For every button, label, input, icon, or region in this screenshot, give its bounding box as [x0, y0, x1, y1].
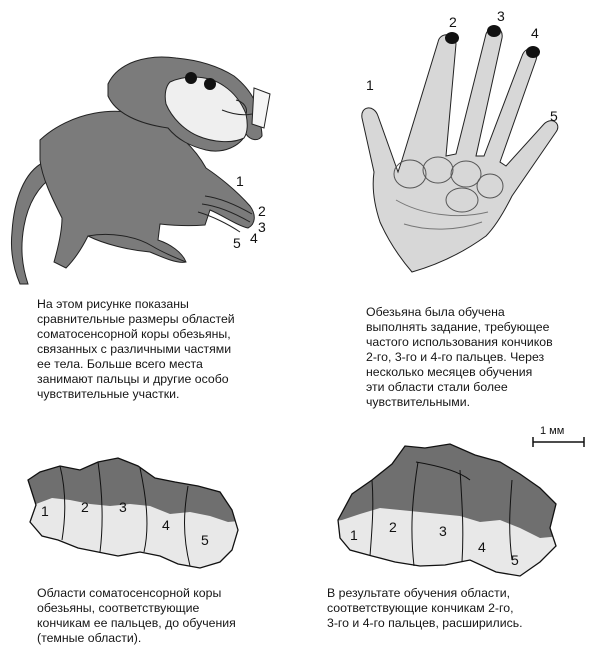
hand-figure: [362, 25, 558, 272]
scale-bar: [533, 437, 584, 447]
cortex-before: [20, 450, 250, 580]
monkey-finger-label: 5: [233, 235, 241, 251]
cortex-after-region-label: 1: [350, 527, 358, 543]
monkey-figure: [11, 57, 270, 284]
cortex-before-region-label: 2: [81, 499, 89, 515]
cortex-before-region-label: 1: [41, 503, 49, 519]
monkey-finger-label: 1: [236, 173, 244, 189]
cortex-after-region-label: 5: [511, 552, 519, 568]
cortex-before-region-label: 4: [162, 517, 170, 533]
cortex-after-region-label: 4: [478, 539, 486, 555]
cortex-after-caption: В результате обучения области, соответствующие кончикам 2-го, 3-го и 4-го пальцев, расширились.: [327, 586, 523, 630]
monkey-caption: На этом рисунке показаны сравнительные размеры областей соматосенсорной коры обезьяны, связанных с различными частями ее тела. Больше всего места занимают пальцы и другие особо чувствительные участки.: [37, 297, 235, 401]
hand-finger-label: 1: [366, 77, 374, 93]
hand-finger-label: 4: [531, 25, 539, 41]
scale-bar-label: 1 мм: [540, 425, 565, 437]
monkey-finger-label: 3: [258, 219, 266, 235]
cortex-before-caption: Области соматосенсорной коры обезьяны, соответствующие кончикам ее пальцев, до обучения (темные области).: [37, 586, 236, 645]
hand-finger-label: 2: [449, 14, 457, 30]
monkey-finger-label: 4: [250, 230, 258, 246]
cortex-before-region-label: 5: [201, 532, 209, 548]
cortex-after: [330, 440, 562, 580]
hand-finger-label: 5: [550, 108, 558, 124]
cortex-after-region-label: 3: [439, 523, 447, 539]
hand-caption: Обезьяна была обучена выполнять задание, требующее частого использования кончиков 2-го, 3-го и 4-го пальцев. Через несколько месяцев обучения эти области стали более чувствительными.: [366, 305, 553, 409]
hand-finger-label: 3: [497, 8, 505, 24]
monkey-finger-label: 2: [258, 203, 266, 219]
cortex-after-region-label: 2: [389, 519, 397, 535]
cortex-before-region-label: 3: [119, 499, 127, 515]
